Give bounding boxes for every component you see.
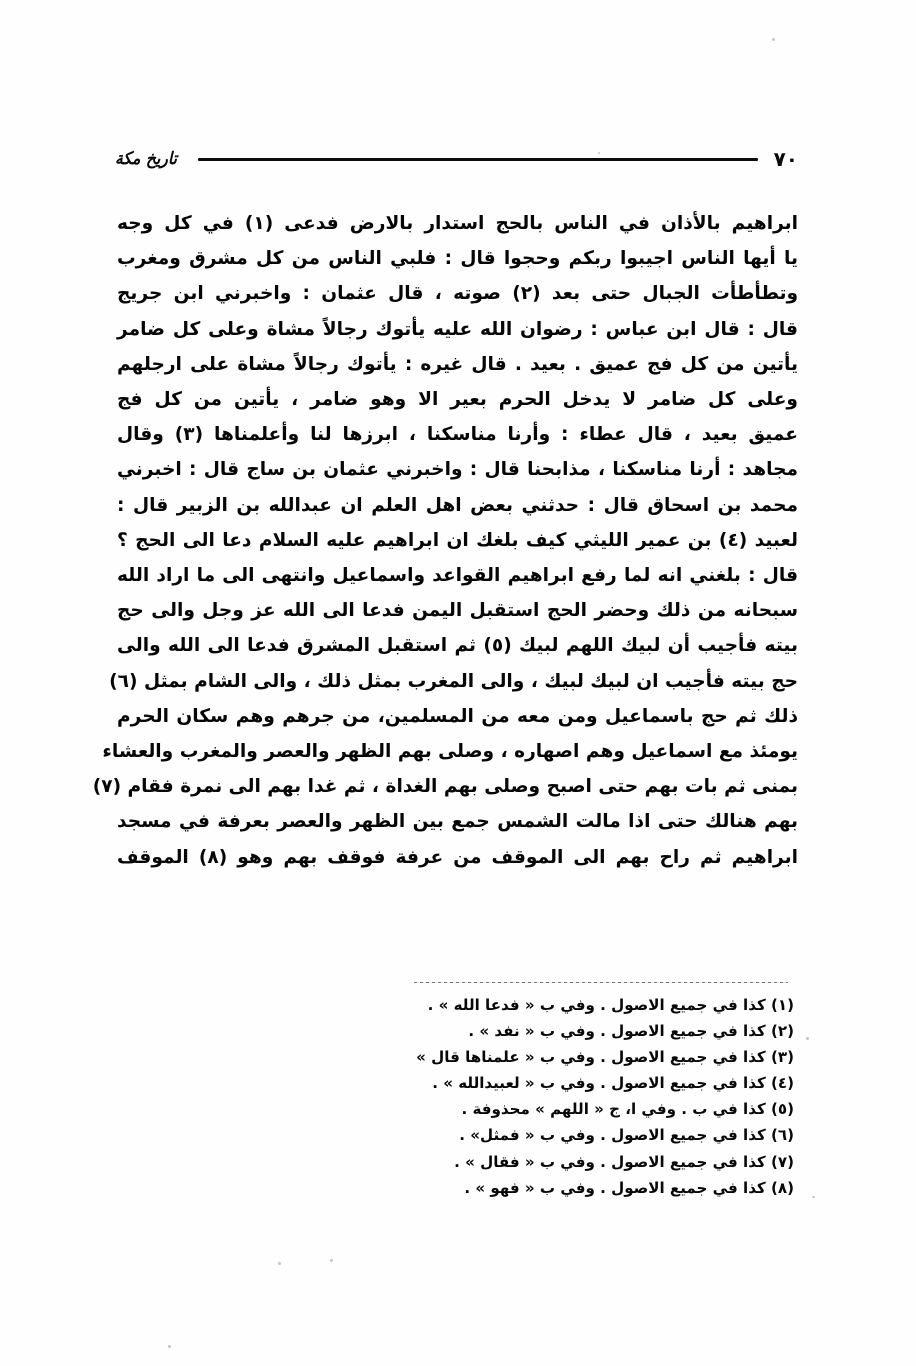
page-number: ٧٠ [773, 147, 798, 171]
body-line: وعلى كل ضامر لا يدخل الحرم بعير الا وهو ضامر ، يأتين من كل فج [117, 389, 798, 411]
body-line: بمنى ثم بات بهم حتى اصبح وصلى بهم الغداة ، ثم غدا بهم الى نمرة فقام (٧) [92, 776, 798, 798]
body-line: قال : بلغني انه لما رفع ابراهيم القواعد واسماعيل وانتهى الى ما اراد الله [117, 565, 798, 587]
footnote-item: (٤) كذا في جميع الاصول . وفي ب « لعبيدالله » . [432, 1074, 794, 1093]
scan-speck [168, 1345, 171, 1348]
body-text-block [92, 206, 799, 875]
scan-speck [330, 1259, 333, 1262]
header-divider-rule [198, 158, 757, 161]
body-line: سبحانه من ذلك وحضر الحج استقبل اليمن فدعا الى الله عز وجل والى حج [117, 600, 798, 622]
footnote-item: (٢) كذا في جميع الاصول . وفي ب « نفد » . [468, 1022, 794, 1041]
running-header [115, 142, 798, 176]
body-line: بهم هنالك حتى اذا مالت الشمس جمع بين الظهر والعصر بعرفة في مسجد [117, 811, 798, 833]
scan-speck [772, 38, 775, 41]
body-line: يومئذ مع اسماعيل وهم اصهاره ، وصلى بهم الظهر والعصر والمغرب والعشاء [102, 741, 798, 763]
body-line: مجاهد : أرنا مناسكنا ، مذابحنا قال : واخبرني عثمان بن ساج قال : اخبرني [117, 459, 798, 481]
body-line: عميق بعيد ، قال عطاء : وأرنا مناسكنا ، ابرزها لنا وأعلمناها (٣) وقال [117, 424, 798, 446]
scan-speck [278, 1262, 281, 1265]
book-title: تاريخ مكة [115, 149, 177, 169]
body-line: لعبيد (٤) بن عمير الليثي كيف بلغك ان ابراهيم عليه السلام دعا الى الحج ؟ [117, 529, 799, 551]
footnote-item: (٣) كذا في جميع الاصول . وفي ب « علمناها قال » [416, 1048, 794, 1067]
scan-speck [812, 1196, 815, 1198]
body-line: ابراهيم بالأذان في الناس بالحج استدار بالارض فدعى (١) في كل وجه [117, 213, 798, 234]
body-line: ذلك ثم حج باسماعيل ومن معه من المسلمين، من جرهم وهم سكان الحرم [117, 705, 798, 727]
body-line: محمد بن اسحاق قال : حدثني بعض اهل العلم ان عبدالله بن الزبير قال : [117, 494, 798, 516]
footnote-item: (١) كذا في جميع الاصول . وفي ب « فدعا الله » . [427, 996, 794, 1014]
footnote-item: (٥) كذا في ب . وفي ا، ج « اللهم » محذوفة . [461, 1100, 794, 1119]
scan-speck [806, 1037, 809, 1040]
body-line: ابراهيم ثم راح بهم الى الموقف من عرفة فوقف بهم وهو (٨) الموقف [117, 846, 798, 868]
body-line: وتطأطأت الجبال حتى بعد (٢) صوته ، قال عثمان : واخبرني ابن جريج [117, 283, 798, 305]
footnote-item: (٨) كذا في جميع الاصول . وفي ب « فهو » . [464, 1178, 794, 1197]
body-line: قال : قال ابن عباس : رضوان الله عليه يأتوك رجالاً مشاة وعلى كل ضامر [117, 318, 798, 340]
footnote-item: (٧) كذا في جميع الاصول . وفي ب « فقال » . [454, 1152, 794, 1171]
body-line: يا أيها الناس اجيبوا ربكم وحجوا قال : فلبي الناس من كل مشرق ومغرب [117, 248, 798, 270]
body-line: بيته فأجيب أن لبيك اللهم لبيك (٥) ثم استقبل المشرق فدعا الى الله والى [117, 635, 798, 657]
body-line: يأتين من كل فج عميق . بعيد . قال غيره : يأتوك رجالاً مشاة على ارجلهم [117, 353, 798, 375]
footnote-item: (٦) كذا في جميع الاصول . وفي ب « فمثل» . [459, 1126, 794, 1145]
footnotes-block [117, 992, 794, 1201]
footnote-separator-rule [414, 982, 788, 983]
body-line: حج بيته فأجيب ان لبيك لبيك ، والى المغرب بمثل ذلك ، والى الشام بمثل (٦) [109, 670, 798, 692]
